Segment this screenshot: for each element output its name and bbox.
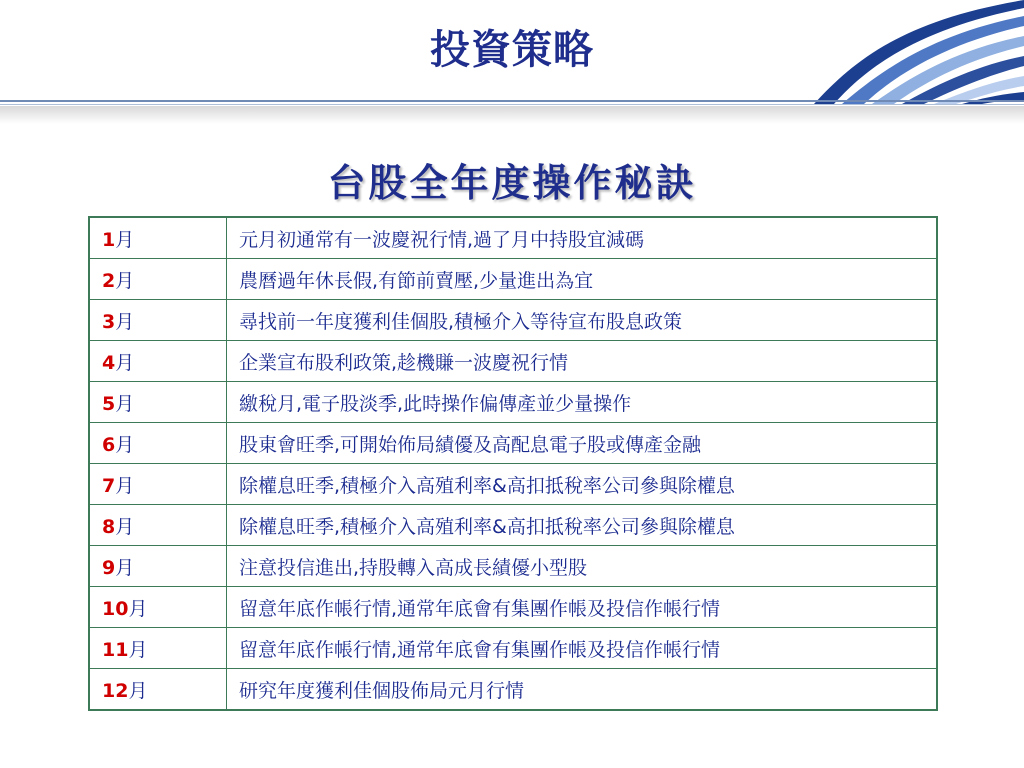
month-cell [89,546,227,587]
month-number: 3 [102,310,116,333]
month-number: 5 [102,392,116,415]
strategy-cell: 尋找前一年度獲利佳個股,積極介入等待宣布股息政策 [227,300,938,341]
month-unit: 月 [115,269,135,292]
table-row [89,505,937,546]
month-cell [89,587,227,628]
page-title: 投資策略 [430,27,594,73]
month-unit: 月 [128,638,148,661]
strategy-cell: 注意投信進出,持股轉入高成長績優小型股 [227,546,938,587]
header-divider-thin [0,104,1024,105]
month-number: 11 [102,638,129,661]
month-number: 7 [102,474,116,497]
strategy-cell: 研究年度獲利佳個股佈局元月行情 [227,669,938,711]
header-shadow [0,106,1024,124]
strategy-cell: 除權息旺季,積極介入高殖利率&高扣抵稅率公司參與除權息 [227,505,938,546]
strategy-cell: 留意年底作帳行情,通常年底會有集團作帳及投信作帳行情 [227,587,938,628]
month-number: 9 [102,556,116,579]
strategy-cell: 股東會旺季,可開始佈局績優及高配息電子股或傳產金融 [227,423,938,464]
header-divider [0,100,1024,102]
month-unit: 月 [115,556,135,579]
month-cell [89,505,227,546]
monthly-strategy-table [88,216,938,711]
month-cell [89,300,227,341]
month-cell [89,259,227,300]
month-number: 4 [102,351,116,374]
table-row [89,423,937,464]
strategy-cell: 企業宣布股利政策,趁機賺一波慶祝行情 [227,341,938,382]
table-row [89,587,937,628]
table-row [89,628,937,669]
month-unit: 月 [115,433,135,456]
month-number: 8 [102,515,116,538]
table-row [89,546,937,587]
month-unit: 月 [115,515,135,538]
strategy-cell: 留意年底作帳行情,通常年底會有集團作帳及投信作帳行情 [227,628,938,669]
strategy-cell: 繳稅月,電子股淡季,此時操作偏傳產並少量操作 [227,382,938,423]
month-unit: 月 [128,679,148,702]
month-unit: 月 [115,474,135,497]
decorative-swoosh-graphic [794,0,1024,104]
table-row [89,300,937,341]
month-cell [89,217,227,259]
month-unit: 月 [115,351,135,374]
month-unit: 月 [115,392,135,415]
table-row [89,217,937,259]
month-unit: 月 [115,228,135,251]
month-number: 6 [102,433,116,456]
month-number: 2 [102,269,116,292]
month-unit: 月 [115,310,135,333]
month-unit: 月 [128,597,148,620]
month-cell [89,464,227,505]
table-row [89,259,937,300]
table-row [89,341,937,382]
month-cell [89,669,227,711]
month-cell [89,341,227,382]
month-number: 12 [102,679,129,702]
table-row [89,382,937,423]
strategy-cell: 農曆過年休長假,有節前賣壓,少量進出為宜 [227,259,938,300]
month-cell [89,628,227,669]
month-number: 10 [102,597,129,620]
month-cell [89,382,227,423]
table-row [89,669,937,711]
month-number: 1 [102,228,116,251]
section-subtitle: 台股全年度操作秘訣 [327,160,697,205]
month-cell [89,423,227,464]
strategy-cell: 元月初通常有一波慶祝行情,過了月中持股宜減碼 [227,217,938,259]
table-row [89,464,937,505]
strategy-cell: 除權息旺季,積極介入高殖利率&高扣抵稅率公司參與除權息 [227,464,938,505]
